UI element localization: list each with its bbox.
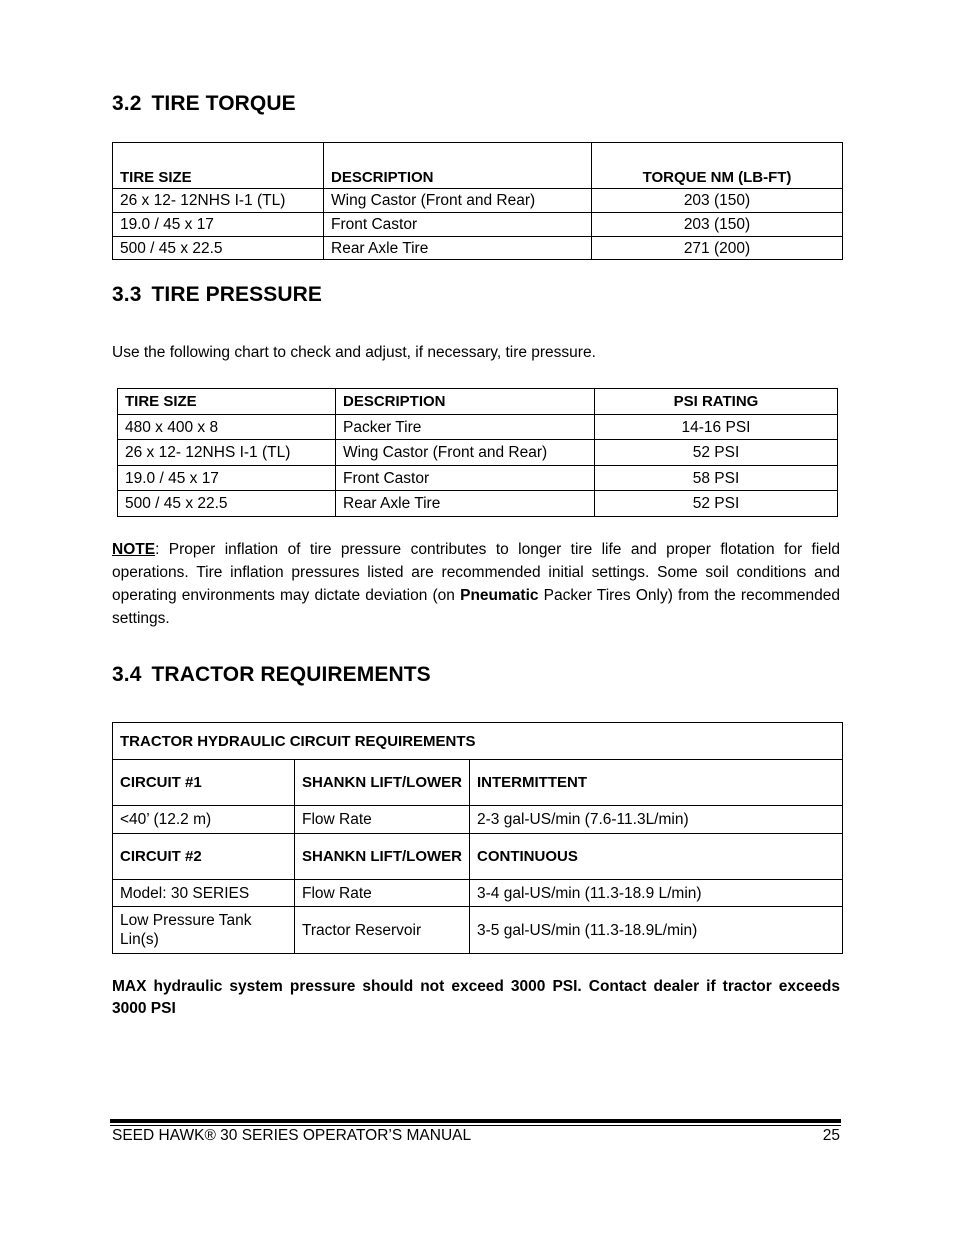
table-title: TRACTOR HYDRAULIC CIRCUIT REQUIREMENTS [113, 723, 843, 760]
cell-function: SHANKN LIFT/LOWER [295, 834, 470, 880]
cell-item: Flow Rate [295, 806, 470, 834]
cell-mode: CONTINUOUS [470, 834, 843, 880]
table-row [113, 760, 843, 806]
cell-value: 2-3 gal-US/min (7.6-11.3L/min) [470, 806, 843, 834]
cell-torque: 203 (150) [592, 189, 843, 213]
note-bold-word: Pneumatic [460, 587, 539, 604]
tractor-hydraulic-table [112, 722, 843, 954]
footer-rule-thick [110, 1119, 841, 1123]
cell-psi: 58 PSI [595, 466, 838, 491]
cell-psi: 52 PSI [595, 491, 838, 517]
cell-tire-size: 480 x 400 x 8 [118, 415, 336, 440]
section-heading-tire-pressure [112, 283, 322, 307]
cell-description: Rear Axle Tire [324, 237, 592, 260]
cell-item: Tractor Reservoir [295, 907, 470, 954]
cell-description: Front Castor [324, 213, 592, 237]
cell-psi: 52 PSI [595, 440, 838, 466]
table-row [118, 466, 838, 491]
header-tire-size: TIRE SIZE [113, 143, 324, 189]
header-psi-rating: PSI RATING [595, 389, 838, 415]
cell-label: Low Pressure Tank Lin(s) [113, 907, 295, 954]
table-row [113, 237, 843, 260]
cell-tire-size: 19.0 / 45 x 17 [118, 466, 336, 491]
cell-label: Model: 30 SERIES [113, 880, 295, 907]
cell-item: Flow Rate [295, 880, 470, 907]
section-heading-tire-torque [112, 92, 296, 116]
tire-pressure-table [117, 388, 838, 517]
cell-label: <40’ (12.2 m) [113, 806, 295, 834]
tire-pressure-note [112, 538, 840, 630]
cell-circuit: CIRCUIT #1 [113, 760, 295, 806]
footer-manual-title: SEED HAWK® 30 SERIES OPERATOR’S MANUAL [112, 1127, 472, 1144]
cell-value: 3-5 gal-US/min (11.3-18.9L/min) [470, 907, 843, 954]
cell-torque: 203 (150) [592, 213, 843, 237]
header-description: DESCRIPTION [336, 389, 595, 415]
table-row [113, 834, 843, 880]
cell-psi: 14-16 PSI [595, 415, 838, 440]
cell-circuit: CIRCUIT #2 [113, 834, 295, 880]
footer-page-number: 25 [822, 1127, 840, 1144]
note-text-end: Packer Tires Only) from the recommended settings. [112, 587, 841, 627]
section-title: TIRE TORQUE [151, 92, 296, 115]
cell-torque: 271 (200) [592, 237, 843, 260]
table-row [113, 213, 843, 237]
cell-description: Rear Axle Tire [336, 491, 595, 517]
cell-description: Wing Castor (Front and Rear) [336, 440, 595, 466]
header-tire-size: TIRE SIZE [118, 389, 336, 415]
table-row [113, 880, 843, 907]
header-torque: TORQUE NM (LB-FT) [592, 143, 843, 189]
cell-tire-size: 19.0 / 45 x 17 [113, 213, 324, 237]
cell-tire-size: 500 / 45 x 22.5 [113, 237, 324, 260]
table-row [113, 189, 843, 213]
hydraulic-pressure-warning: MAX hydraulic system pressure should not exceed 3000 PSI. Contact dealer if tractor exceeds 3000 PSI [112, 978, 840, 1017]
header-description: DESCRIPTION [324, 143, 592, 189]
table-row [118, 491, 838, 517]
section-title: TRACTOR REQUIREMENTS [151, 663, 431, 686]
section-number: 3.4 [112, 663, 142, 686]
cell-tire-size: 500 / 45 x 22.5 [118, 491, 336, 517]
section-heading-tractor-requirements [112, 663, 431, 687]
section-title: TIRE PRESSURE [151, 283, 322, 306]
table-row [113, 806, 843, 834]
table-row [118, 440, 838, 466]
note-label: NOTE [112, 541, 156, 558]
cell-description: Front Castor [336, 466, 595, 491]
footer-rule-thin [110, 1125, 841, 1126]
tire-pressure-intro: Use the following chart to check and adjust, if necessary, tire pressure. [112, 344, 596, 361]
cell-tire-size: 26 x 12- 12NHS I-1 (TL) [113, 189, 324, 213]
note-text: : Proper inflation of tire pressure contributes to longer tire life and proper flotation for field operations. Tire inflation pressures listed are recommended initial settings. Some soil conditions and operating environments may dictate deviation (on [112, 541, 840, 604]
cell-mode: INTERMITTENT [470, 760, 843, 806]
table-row [118, 415, 838, 440]
section-number: 3.3 [112, 283, 142, 306]
section-number: 3.2 [112, 92, 142, 115]
cell-description: Packer Tire [336, 415, 595, 440]
cell-function: SHANKN LIFT/LOWER [295, 760, 470, 806]
table-row [113, 907, 843, 954]
cell-tire-size: 26 x 12- 12NHS I-1 (TL) [118, 440, 336, 466]
cell-description: Wing Castor (Front and Rear) [324, 189, 592, 213]
cell-value: 3-4 gal-US/min (11.3-18.9 L/min) [470, 880, 843, 907]
tire-torque-table [112, 142, 843, 260]
